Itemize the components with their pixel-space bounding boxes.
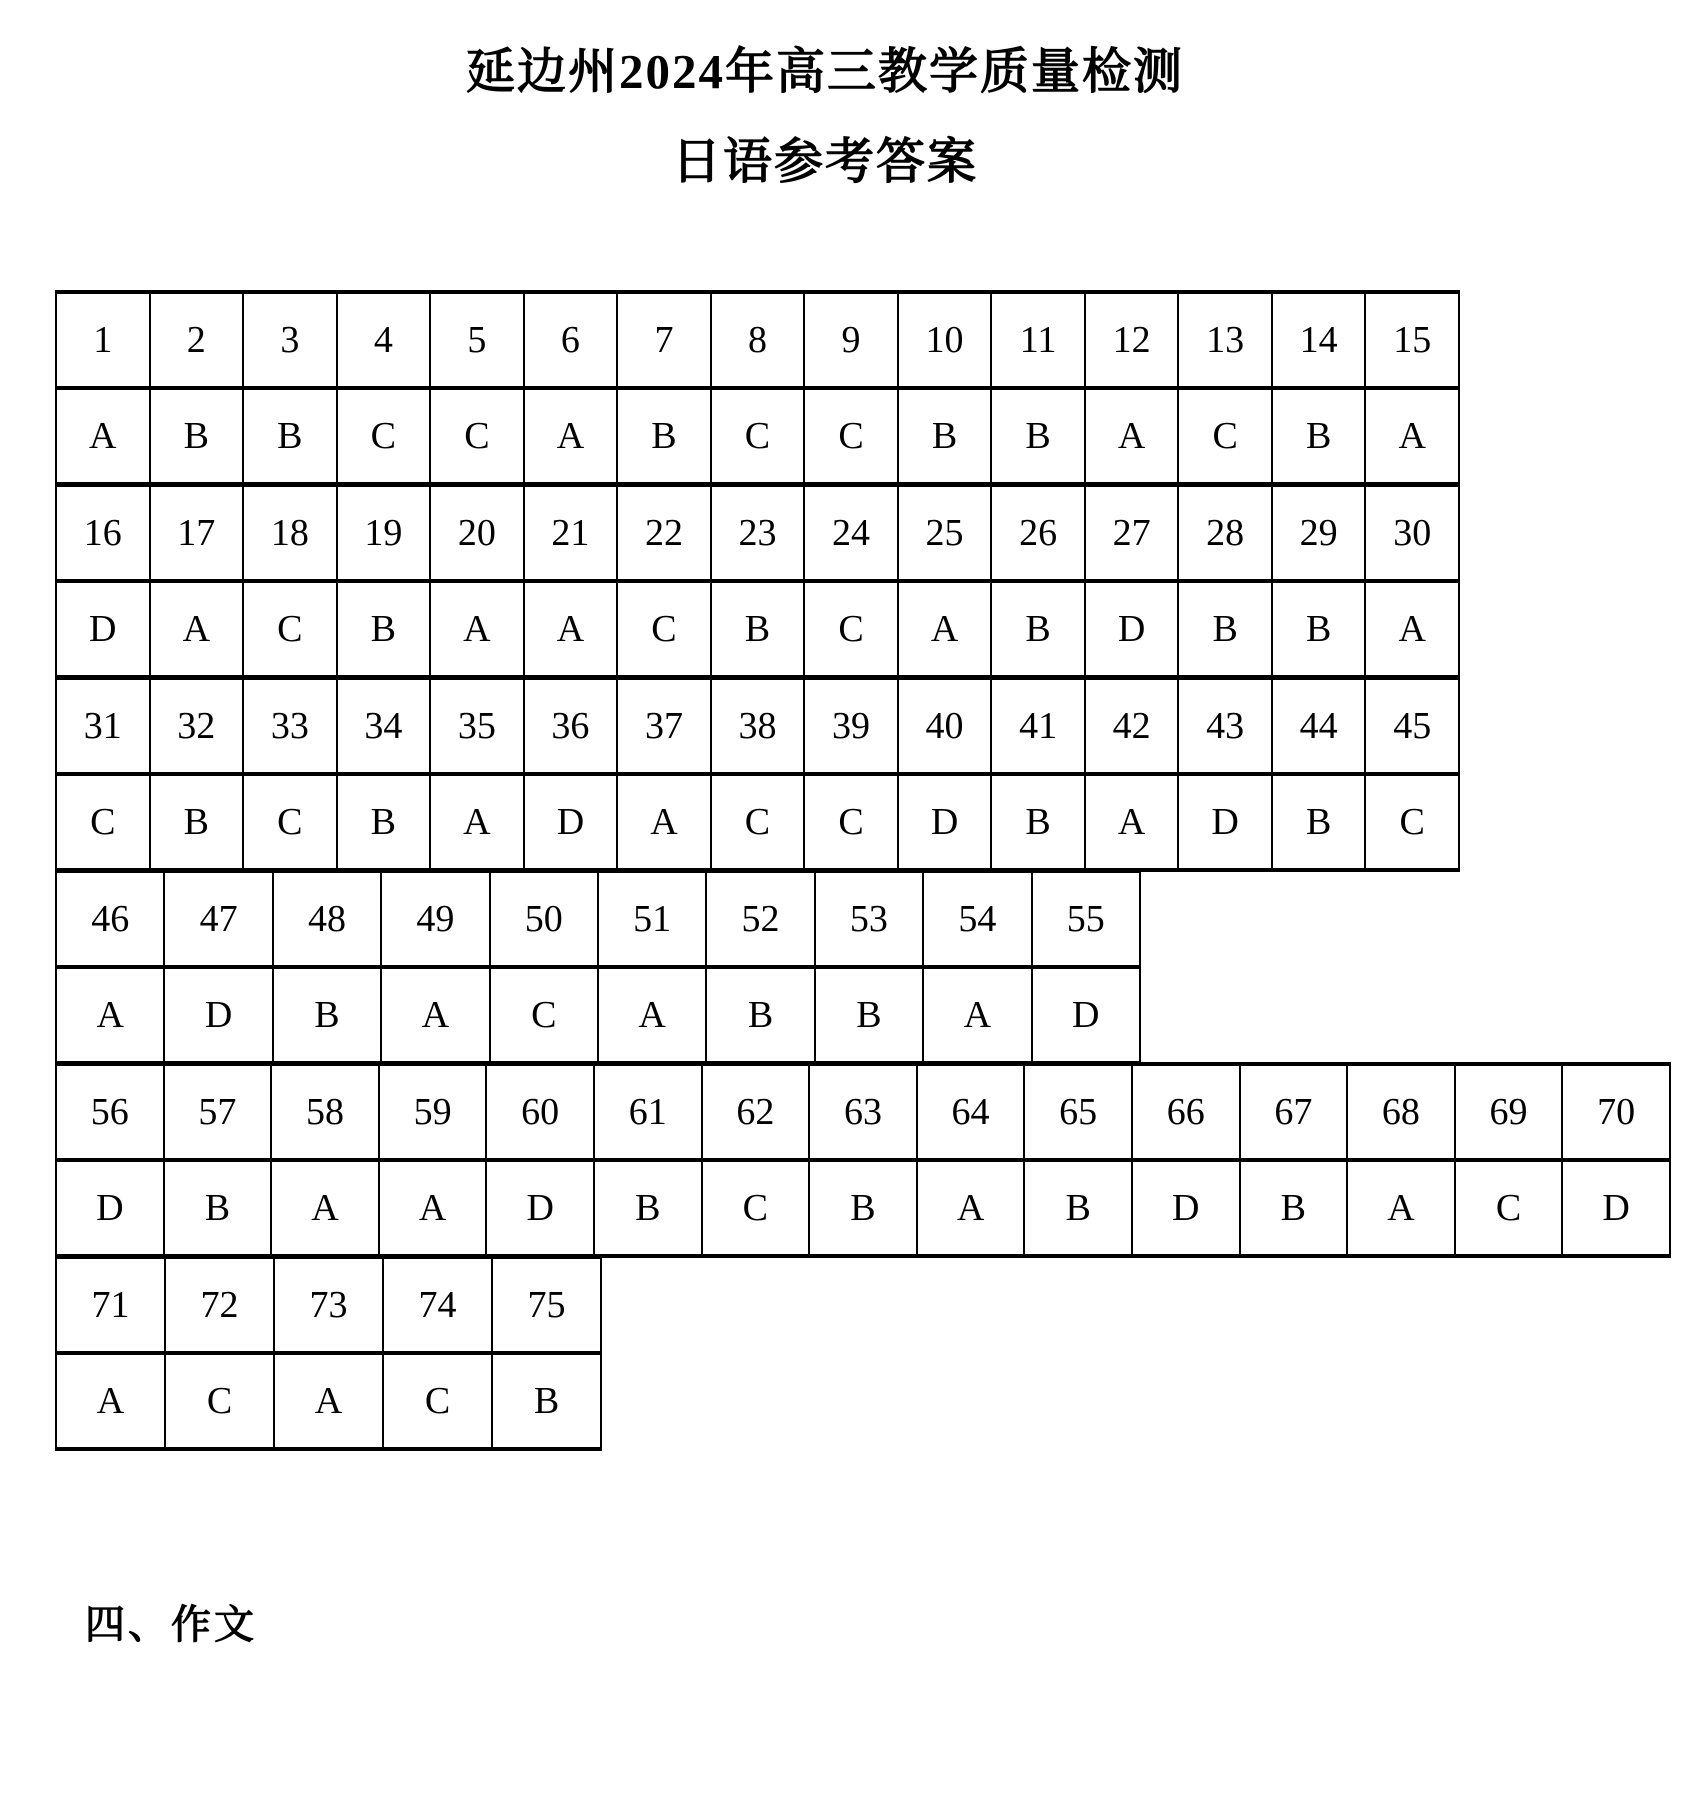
question-number-cell: 36 xyxy=(524,678,618,774)
answer-cell: B xyxy=(991,774,1085,870)
answer-cell: A xyxy=(923,967,1031,1063)
answer-cell: C xyxy=(702,1160,810,1256)
answer-cell: A xyxy=(274,1353,383,1449)
answer-cell: B xyxy=(706,967,814,1063)
answer-cell: A xyxy=(524,388,618,484)
answer-cell: A xyxy=(271,1160,379,1256)
question-number-cell: 5 xyxy=(430,292,524,388)
question-number-cell: 70 xyxy=(1562,1064,1670,1160)
question-number-cell: 74 xyxy=(383,1257,492,1353)
question-number-cell: 48 xyxy=(273,871,381,967)
answer-cell: B xyxy=(809,1160,917,1256)
answer-cell: A xyxy=(1085,774,1179,870)
question-number-cell: 51 xyxy=(598,871,706,967)
question-number-cell: 18 xyxy=(243,485,337,581)
answer-cell: D xyxy=(1085,581,1179,677)
answer-cell: A xyxy=(1347,1160,1455,1256)
doc-title-line2: 日语参考答案 xyxy=(671,134,978,189)
question-number-cell: 69 xyxy=(1455,1064,1563,1160)
question-number-cell: 46 xyxy=(56,871,164,967)
answer-cell: B xyxy=(1178,581,1272,677)
answer-cell: C xyxy=(804,388,898,484)
question-number-cell: 52 xyxy=(706,871,814,967)
answer-cell: A xyxy=(1365,581,1459,677)
question-number-cell: 61 xyxy=(594,1064,702,1160)
question-number-cell: 25 xyxy=(898,485,992,581)
question-number-cell: 44 xyxy=(1272,678,1366,774)
question-number-cell: 43 xyxy=(1178,678,1272,774)
question-number-cell: 16 xyxy=(56,485,150,581)
question-number-cell: 40 xyxy=(898,678,992,774)
question-number-cell: 2 xyxy=(150,292,244,388)
question-number-cell: 73 xyxy=(274,1257,383,1353)
answer-table-band-6 xyxy=(55,1255,602,1451)
answer-cell: A xyxy=(150,581,244,677)
answer-cell: C xyxy=(617,581,711,677)
answer-table xyxy=(55,290,1706,1451)
answer-cell: B xyxy=(492,1353,601,1449)
answer-row xyxy=(56,1160,1670,1256)
answer-row xyxy=(56,1353,601,1449)
question-number-cell: 30 xyxy=(1365,485,1459,581)
answer-cell: C xyxy=(1455,1160,1563,1256)
question-number-cell: 72 xyxy=(165,1257,274,1353)
question-number-cell: 26 xyxy=(991,485,1085,581)
answer-row xyxy=(56,388,1459,484)
question-number-cell: 19 xyxy=(337,485,431,581)
question-number-cell: 38 xyxy=(711,678,805,774)
answer-cell: B xyxy=(1272,581,1366,677)
question-number-cell: 55 xyxy=(1032,871,1140,967)
answer-cell: A xyxy=(1365,388,1459,484)
question-number-cell: 49 xyxy=(381,871,489,967)
answer-cell: B xyxy=(991,388,1085,484)
answer-cell: C xyxy=(243,774,337,870)
question-number-cell: 24 xyxy=(804,485,898,581)
answer-table-band-1 xyxy=(55,290,1460,486)
answer-cell: B xyxy=(164,1160,272,1256)
answer-cell: C xyxy=(804,774,898,870)
question-number-cell: 34 xyxy=(337,678,431,774)
answer-cell: D xyxy=(524,774,618,870)
doc-title-line1: 延边州2024年高三教学质量检测 xyxy=(465,44,1184,99)
answer-cell: B xyxy=(711,581,805,677)
answer-cell: B xyxy=(617,388,711,484)
question-number-cell: 42 xyxy=(1085,678,1179,774)
question-number-cell: 22 xyxy=(617,485,711,581)
question-number-cell: 31 xyxy=(56,678,150,774)
question-number-cell: 13 xyxy=(1178,292,1272,388)
answer-table-band-5 xyxy=(55,1062,1671,1258)
question-number-cell: 4 xyxy=(337,292,431,388)
question-number-cell: 60 xyxy=(486,1064,594,1160)
question-number-cell: 10 xyxy=(898,292,992,388)
answer-cell: A xyxy=(56,1353,165,1449)
question-number-row xyxy=(56,292,1459,388)
question-number-row xyxy=(56,1064,1670,1160)
question-number-cell: 57 xyxy=(164,1064,272,1160)
document-header xyxy=(0,0,1650,194)
answer-row xyxy=(56,967,1140,1063)
answer-cell: A xyxy=(598,967,706,1063)
answer-row xyxy=(56,581,1459,677)
question-number-cell: 58 xyxy=(271,1064,379,1160)
question-number-cell: 68 xyxy=(1347,1064,1455,1160)
question-number-row xyxy=(56,1257,601,1353)
question-number-cell: 37 xyxy=(617,678,711,774)
answer-cell: A xyxy=(56,967,164,1063)
question-number-cell: 54 xyxy=(923,871,1031,967)
answer-cell: B xyxy=(991,581,1085,677)
question-number-cell: 28 xyxy=(1178,485,1272,581)
question-number-cell: 75 xyxy=(492,1257,601,1353)
answer-cell: A xyxy=(381,967,489,1063)
question-number-cell: 14 xyxy=(1272,292,1366,388)
answer-cell: B xyxy=(150,388,244,484)
answer-cell: C xyxy=(711,774,805,870)
answer-cell: C xyxy=(165,1353,274,1449)
question-number-row xyxy=(56,678,1459,774)
answer-cell: B xyxy=(337,581,431,677)
question-number-cell: 35 xyxy=(430,678,524,774)
question-number-cell: 64 xyxy=(917,1064,1025,1160)
answer-cell: A xyxy=(379,1160,487,1256)
answer-cell: A xyxy=(56,388,150,484)
answer-cell: B xyxy=(594,1160,702,1256)
answer-cell: C xyxy=(383,1353,492,1449)
answer-cell: C xyxy=(711,388,805,484)
question-number-cell: 53 xyxy=(815,871,923,967)
section-heading-composition: 四、作文 xyxy=(85,1603,257,1647)
answer-cell: A xyxy=(917,1160,1025,1256)
question-number-cell: 59 xyxy=(379,1064,487,1160)
answer-cell: C xyxy=(1365,774,1459,870)
question-number-cell: 33 xyxy=(243,678,337,774)
question-number-cell: 3 xyxy=(243,292,337,388)
answer-cell: D xyxy=(164,967,272,1063)
question-number-cell: 32 xyxy=(150,678,244,774)
answer-cell: A xyxy=(430,774,524,870)
answer-cell: C xyxy=(243,581,337,677)
answer-cell: B xyxy=(898,388,992,484)
question-number-cell: 9 xyxy=(804,292,898,388)
question-number-cell: 50 xyxy=(490,871,598,967)
answer-cell: D xyxy=(56,581,150,677)
question-number-cell: 65 xyxy=(1024,1064,1132,1160)
question-number-row xyxy=(56,485,1459,581)
answer-cell: A xyxy=(617,774,711,870)
answer-cell: D xyxy=(898,774,992,870)
answer-cell: A xyxy=(430,581,524,677)
question-number-cell: 6 xyxy=(524,292,618,388)
answer-cell: C xyxy=(337,388,431,484)
question-number-cell: 27 xyxy=(1085,485,1179,581)
answer-cell: B xyxy=(1240,1160,1348,1256)
question-number-cell: 7 xyxy=(617,292,711,388)
question-number-cell: 21 xyxy=(524,485,618,581)
question-number-cell: 29 xyxy=(1272,485,1366,581)
answer-cell: D xyxy=(1032,967,1140,1063)
answer-cell: D xyxy=(1178,774,1272,870)
answer-cell: B xyxy=(273,967,381,1063)
question-number-cell: 12 xyxy=(1085,292,1179,388)
question-number-cell: 62 xyxy=(702,1064,810,1160)
answer-cell: B xyxy=(1272,388,1366,484)
answer-cell: B xyxy=(337,774,431,870)
answer-cell: C xyxy=(56,774,150,870)
answer-table-band-3 xyxy=(55,676,1460,872)
answer-cell: A xyxy=(524,581,618,677)
question-number-cell: 15 xyxy=(1365,292,1459,388)
question-number-cell: 47 xyxy=(164,871,272,967)
question-number-cell: 67 xyxy=(1240,1064,1348,1160)
answer-cell: C xyxy=(1178,388,1272,484)
question-number-cell: 41 xyxy=(991,678,1085,774)
question-number-cell: 1 xyxy=(56,292,150,388)
answer-table-band-2 xyxy=(55,483,1460,679)
answer-cell: C xyxy=(804,581,898,677)
question-number-cell: 56 xyxy=(56,1064,164,1160)
question-number-cell: 23 xyxy=(711,485,805,581)
question-number-cell: 63 xyxy=(809,1064,917,1160)
question-number-cell: 66 xyxy=(1132,1064,1240,1160)
answer-cell: B xyxy=(815,967,923,1063)
question-number-row xyxy=(56,871,1140,967)
answer-cell: B xyxy=(150,774,244,870)
answer-cell: D xyxy=(486,1160,594,1256)
answer-cell: D xyxy=(56,1160,164,1256)
question-number-cell: 71 xyxy=(56,1257,165,1353)
question-number-cell: 20 xyxy=(430,485,524,581)
answer-cell: B xyxy=(243,388,337,484)
answer-cell: B xyxy=(1024,1160,1132,1256)
answer-cell: A xyxy=(1085,388,1179,484)
answer-cell: B xyxy=(1272,774,1366,870)
question-number-cell: 11 xyxy=(991,292,1085,388)
answer-cell: A xyxy=(898,581,992,677)
answer-cell: D xyxy=(1562,1160,1670,1256)
answer-cell: D xyxy=(1132,1160,1240,1256)
answer-row xyxy=(56,774,1459,870)
question-number-cell: 17 xyxy=(150,485,244,581)
question-number-cell: 45 xyxy=(1365,678,1459,774)
answer-cell: C xyxy=(430,388,524,484)
answer-table-band-4 xyxy=(55,869,1141,1065)
answer-cell: C xyxy=(490,967,598,1063)
question-number-cell: 8 xyxy=(711,292,805,388)
question-number-cell: 39 xyxy=(804,678,898,774)
